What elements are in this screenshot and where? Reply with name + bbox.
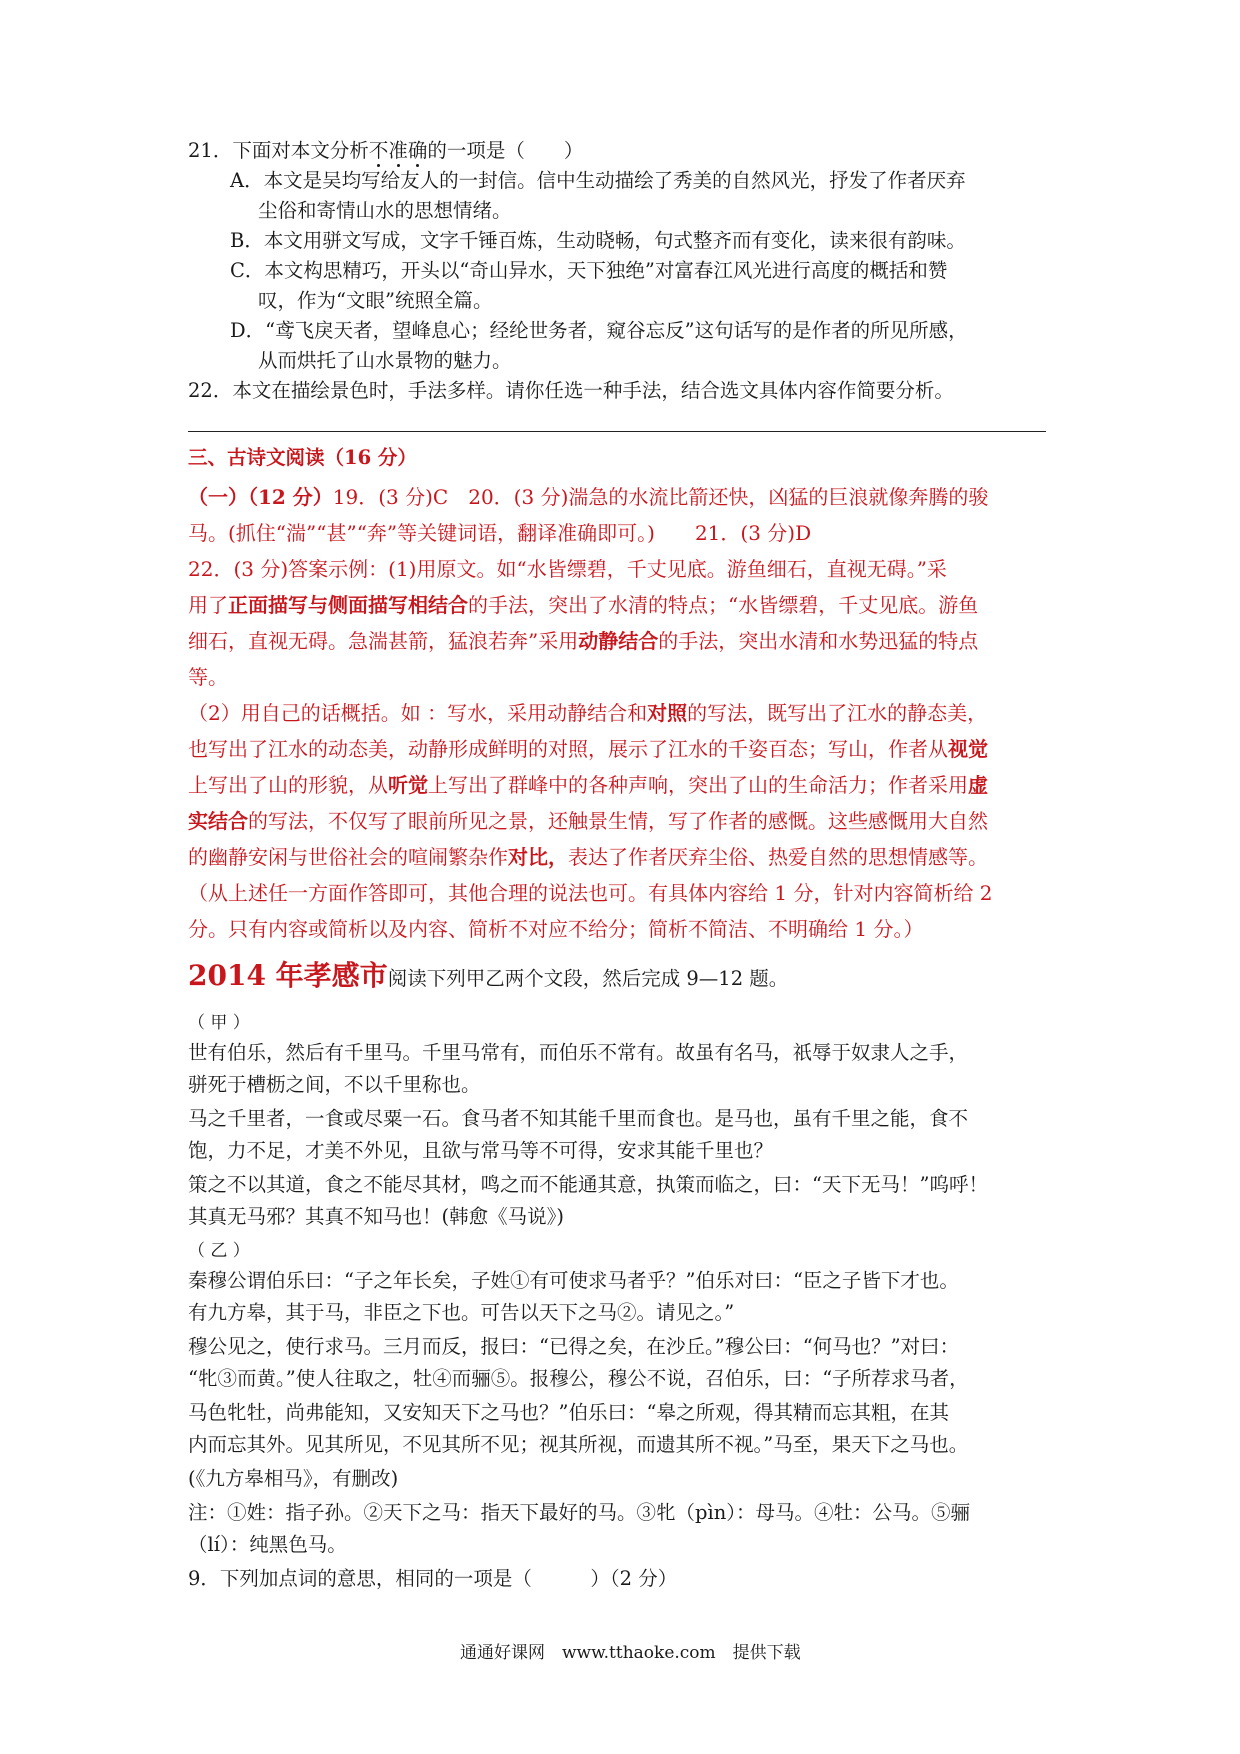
passage-yi-line-1: 秦穆公谓伯乐曰：“子之年长矣，子姓①有可使求马者乎？”伯乐对曰：“臣之子皆下才也。 (188, 1269, 959, 1292)
q21-option-a-line-2: 尘俗和寄情山水的思想情绪。 (258, 199, 512, 222)
passage-yi-line-3: 穆公见之，使行求马。三月而反，报曰：“已得之矣，在沙丘。”穆公曰：“何马也？”对曰： (188, 1335, 960, 1358)
answer-keyword-virtual: 虚 (968, 773, 988, 797)
answer-line-10-b: 的写法，不仅写了眼前所见之景，还触景生情，写了作者的感慨。这些感慨用大自然 (248, 809, 988, 833)
passage-jia-line-2: 骈死于槽枥之间，不以千里称也。 (188, 1073, 481, 1096)
page-footer: 通通好课网 www.tthaoke.com 提供下载 (460, 1643, 801, 1663)
passage-yi-line-2: 有九方皋，其于马，非臣之下也。可告以天下之马②。请见之。” (188, 1301, 735, 1324)
passage-jia-line-3: 马之千里者，一食或尽粟一石。食马者不知其能千里而食也。是马也，虽有千里之能，食不 (188, 1107, 969, 1130)
answer-keyword-comparison: 对比， (508, 845, 568, 869)
answer-line-12: （从上述任一方面作答即可，其他合理的说法也可。有具体内容给 1 分，针对内容简析给 2 (188, 881, 993, 905)
answer-line-9-a: 上写出了山的形貌，从 (188, 773, 388, 797)
passage-yi-line-5: 马色牝牡，尚弗能知，又安知天下之马也？”伯乐曰：“皋之所观，得其精而忘其粗，在其 (188, 1401, 949, 1424)
passage-yi-line-4: “牝③而黄。”使人往取之，牡④而骊⑤。报穆公，穆公不说，召伯乐，曰：“子所荐求马者， (188, 1367, 969, 1390)
passage-jia-line-5: 策之不以其道，食之不能尽其材，鸣之而不能通其意，执策而临之，曰：“天下无马！”呜呼！ (188, 1173, 988, 1196)
answer-keyword-dynamic-static: 动静结合 (578, 629, 659, 653)
answer-line-13: 分。只有内容或简析以及内容、简析不对应不给分；简析不简洁、不明确给 1 分。） (188, 917, 924, 941)
q21-option-a-line-1: A．本文是吴均写给友人的一封信。信中生动描绘了秀美的自然风光，抒发了作者厌弃 (230, 169, 966, 192)
q21-option-c-line-1: C．本文构思精巧，开头以“奇山异水，天下独绝”对富春江风光进行高度的概括和赞 (230, 259, 948, 282)
answer-line-4 (188, 587, 978, 623)
answer-line-5-c: 的手法，突出水清和水势迅猛的特点 (658, 629, 979, 653)
notes-line-1: 注：①姓：指子孙。②天下之马：指天下最好的马。③牝（pìn）：母马。④牡：公马。⑤骊 (188, 1501, 971, 1524)
q21-stem-text-1: 21．下面对本文分析 (188, 139, 369, 162)
answer-line-6: 等。 (188, 665, 228, 689)
answer-part-one-heading: （一）（12 分） (188, 485, 333, 509)
passage-yi-source: (《九方皋相马》，有删改) (188, 1467, 399, 1490)
answer-section-heading: 三、古诗文阅读（16 分） (188, 446, 417, 469)
q21-dotted-char-1: 不 (368, 139, 389, 162)
answer-line-10 (188, 803, 988, 839)
q21-dotted-char-2: 准 (388, 139, 408, 162)
passage-jia-line-6: 其真无马邪？其真不知马也！(韩愈《马说》) (188, 1205, 564, 1228)
answer-line-7-c: 的写法，既写出了江水的静态美， (687, 701, 988, 725)
q21-option-d-line-1: D．“鸢飞戾天者，望峰息心；经纶世务者，窥谷忘反”这句话写的是作者的所见所感， (230, 319, 968, 342)
passage-jia-label: （ 甲 ） (188, 1013, 250, 1033)
answer-line-11-c: 表达了作者厌弃尘俗、热爱自然的思想情感等。 (568, 845, 988, 869)
notes-line-2: （lí）：纯黑色马。 (188, 1533, 347, 1556)
passage-yi-label: （ 乙 ） (188, 1241, 250, 1261)
answer-keyword-contrast: 对照 (647, 701, 688, 725)
answer-line-5-a: 细石，直视无碍。急湍甚箭，猛浪若奔”采用 (188, 629, 579, 653)
answer-line-4-a: 用了 (188, 593, 228, 617)
q21-option-d-line-2: 从而烘托了山水景物的魅力。 (258, 349, 512, 372)
answer-line-9 (188, 767, 988, 803)
q21-option-b: B．本文用骈文写成，文字千锤百炼，生动晓畅，句式整齐而有变化，读来很有韵味。 (230, 229, 966, 252)
answer-line-3: 22．(3 分)答案示例：(1)用原文。如“水皆缥碧，千丈见底。游鱼细石，直视无碍。”采 (188, 557, 947, 581)
answer-line-4-c: 的手法，突出了水清的特点；“水皆缥碧，千丈见底。游鱼 (468, 593, 979, 617)
answer-line-5 (188, 623, 978, 659)
question-22: 22．本文在描绘景色时，手法多样。请你任选一种手法，结合选文具体内容作简要分析。 (188, 379, 954, 402)
xiaogan-intro: 阅读下列甲乙两个文段，然后完成 9—12 题。 (387, 967, 789, 990)
answer-line-7-a: （2）用自己的话概括。如 ：写水，采用动静结合和 (188, 701, 648, 725)
answer-line-1-text: 19．(3 分)C 20．(3 分)湍急的水流比箭还快，凶猛的巨浪就像奔腾的骏 (332, 485, 989, 509)
q21-stem-text-2: 的一项是（ ） (427, 139, 584, 162)
passage-jia-line-4: 饱，力不足，才美不外见，且欲与常马等不可得，安求其能千里也？ (188, 1139, 774, 1162)
xiaogan-title: 2014 年孝感市 (188, 959, 388, 992)
answer-line-9-c: 上写出了群峰中的各种声响，突出了山的生命活力；作者采用 (428, 773, 968, 797)
answer-line-2: 马。(抓住“湍”“甚”“奔”等关键词语，翻译准确即可。) 21．(3 分)D (188, 521, 812, 545)
question-21-stem (188, 136, 583, 166)
answer-keyword-vision: 视觉 (948, 737, 988, 761)
q21-option-c-line-2: 叹，作为“文眼”统照全篇。 (258, 289, 493, 312)
horizontal-divider (188, 431, 1046, 432)
answer-line-8-a: 也写出了江水的动态美，动静形成鲜明的对照，展示了江水的千姿百态；写山，作者从 (188, 737, 948, 761)
answer-keyword-real-combined: 实结合 (188, 809, 248, 833)
answer-line-11 (188, 839, 988, 875)
question-9: 9．下列加点词的意思，相同的一项是（ ）（2 分） (188, 1567, 678, 1590)
answer-keyword-front-side: 正面描写与侧面描写相结合 (228, 593, 468, 617)
xiaogan-heading (188, 956, 788, 999)
passage-jia-line-1: 世有伯乐，然后有千里马。千里马常有，而伯乐不常有。故虽有名马，祇辱于奴隶人之手， (188, 1041, 969, 1064)
q21-dotted-char-3: 确 (407, 139, 428, 162)
answer-line-11-a: 的幽静安闲与世俗社会的喧闹繁杂作 (188, 845, 508, 869)
passage-yi-line-6: 内而忘其外。见其所见，不见其所不见；视其所视，而遗其所不视。”马至，果天下之马也。 (188, 1433, 969, 1456)
answer-line-7 (188, 695, 987, 731)
answer-line-8 (188, 731, 988, 767)
answer-line-1 (188, 479, 988, 515)
answer-keyword-hearing: 听觉 (388, 773, 428, 797)
